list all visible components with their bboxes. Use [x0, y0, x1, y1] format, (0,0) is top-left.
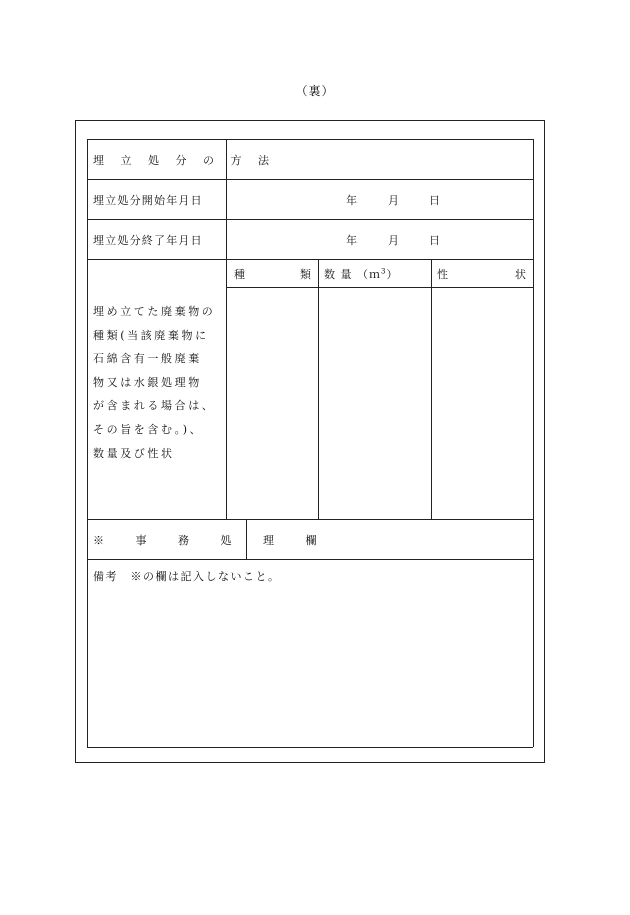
waste-label-line: 数量及び性状 — [93, 446, 175, 460]
end-day-unit: 日 — [429, 234, 440, 247]
method-field[interactable] — [227, 140, 532, 178]
waste-label-line: 埋め立てた廃棄物の — [93, 305, 216, 318]
row-divider — [87, 559, 533, 560]
start-date-label: 埋立処分開始年月日 — [93, 194, 203, 207]
waste-label-line: 物又は水銀処理物 — [93, 375, 202, 389]
row-divider — [87, 259, 533, 260]
waste-quantity-field[interactable] — [319, 288, 430, 518]
end-date-label: 埋立処分終了年月日 — [93, 234, 203, 247]
start-day-unit: 日 — [429, 194, 440, 207]
nature-header-right: 状 — [515, 268, 526, 281]
quantity-header: 数 量 （ｍ$^3$） — [324, 267, 399, 281]
table-border-bottom — [87, 747, 533, 748]
start-date-field[interactable] — [227, 180, 532, 218]
table-border-right — [533, 139, 534, 747]
office-use-label: ※ 事 務 処 理 欄 — [93, 534, 331, 547]
waste-label-line: その旨を含む。)、 — [93, 422, 204, 436]
office-use-field — [247, 520, 532, 558]
page-heading: （裏） — [295, 84, 335, 98]
waste-label-line: 種類(当該廃棄物に — [93, 328, 209, 342]
waste-label — [93, 300, 215, 465]
waste-nature-field[interactable] — [432, 288, 532, 518]
waste-label-line: 石綿含有一般廃棄 — [93, 352, 202, 366]
kind-header-right: 類 — [300, 268, 311, 281]
method-label: 埋 立 処 分 の 方 法 — [93, 154, 276, 167]
end-month-unit: 月 — [388, 234, 399, 247]
start-year-unit: 年 — [346, 194, 357, 207]
start-month-unit: 月 — [388, 194, 399, 207]
nature-header-left: 性 — [437, 268, 448, 281]
table-border-left — [87, 139, 88, 747]
end-date-field[interactable] — [227, 220, 532, 258]
waste-label-line: が含まれる場合は、 — [93, 399, 216, 413]
kind-header-left: 種 — [234, 268, 245, 281]
remarks-note: 備考 ※の欄は記入しないこと。 — [93, 570, 281, 583]
end-year-unit: 年 — [346, 234, 357, 247]
waste-kind-field[interactable] — [227, 288, 317, 518]
